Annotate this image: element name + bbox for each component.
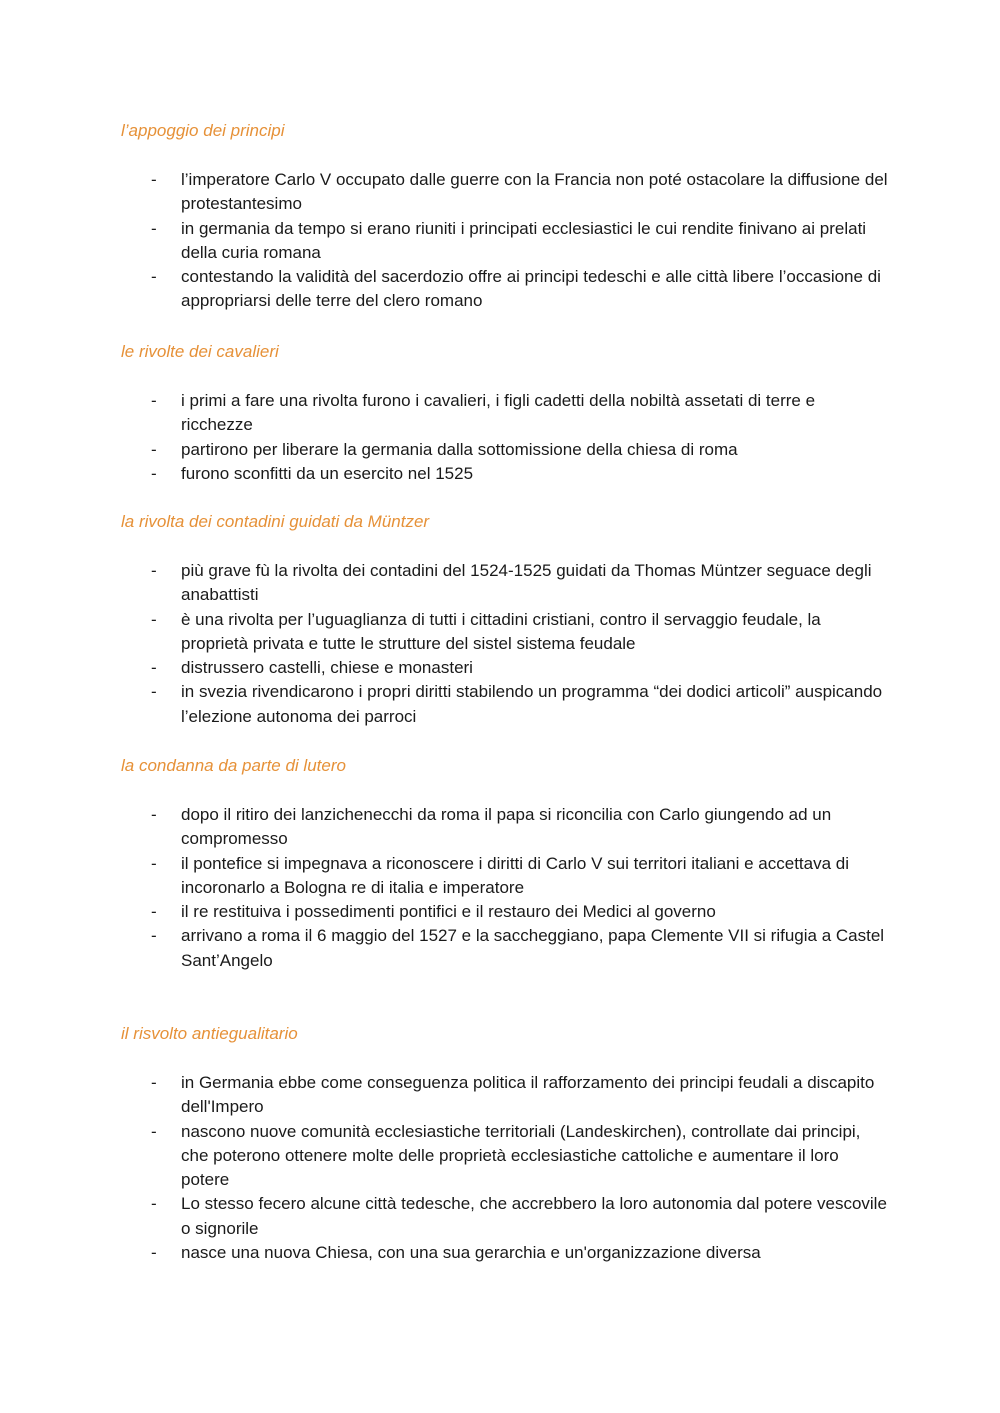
list-item <box>121 656 891 680</box>
list-item-text: dopo il ritiro dei lanzichenecchi da roma il papa si riconcilia con Carlo giungendo ad un compromesso <box>181 805 832 849</box>
list-item-text: in svezia rivendicarono i propri diritti stabilendo un programma “dei dodici articoli” auspicando l’elezione autonoma dei parroci <box>181 682 883 726</box>
list-item-text: contestando la validità del sacerdozio offre ai principi tedeschi e alle città libere l’occasione di appropriarsi delle terre del clero romano <box>181 267 881 311</box>
bullet-dash: - <box>151 267 157 287</box>
bullet-list <box>121 1071 891 1265</box>
bullet-list <box>121 559 891 729</box>
list-item-text: nascono nuove comunità ecclesiastiche territoriali (Landeskirchen), controllate dai principi, che poterono ottenere molte delle proprietà ecclesiastiche cattoliche e aumentare il loro potere <box>181 1121 861 1190</box>
bullet-dash: - <box>151 853 157 873</box>
list-item <box>121 608 891 657</box>
bullet-dash: - <box>151 1121 157 1141</box>
section-appoggio-principi <box>121 119 891 314</box>
section-rivolte-cavalieri <box>121 340 891 486</box>
bullet-dash: - <box>151 1073 157 1092</box>
section-heading: l’appoggio dei principi <box>121 121 285 140</box>
bullet-dash: - <box>151 1243 157 1263</box>
list-item <box>121 803 891 852</box>
list-item <box>121 559 891 608</box>
bullet-list <box>121 389 891 486</box>
bullet-dash: - <box>151 805 157 824</box>
section-heading: le rivolte dei cavalieri <box>121 342 279 361</box>
bullet-dash: - <box>151 463 157 483</box>
bullet-list <box>121 803 891 973</box>
list-item-text: l’imperatore Carlo V occupato dalle guerre con la Francia non poté ostacolare la diffusione del protestantesimo <box>181 170 888 214</box>
bullet-dash: - <box>151 391 157 410</box>
list-item <box>121 1241 891 1265</box>
list-item <box>121 852 891 901</box>
section-risvolto-antiegualitario <box>121 1022 891 1265</box>
section-heading: la rivolta dei contadini guidati da Müntzer <box>121 512 430 531</box>
list-item <box>121 389 891 438</box>
bullet-dash: - <box>151 926 157 946</box>
list-item-text: distrussero castelli, chiese e monasteri <box>181 658 473 678</box>
list-item <box>121 168 891 217</box>
list-item-text: nasce una nuova Chiesa, con una sua gerarchia e un'organizzazione diversa <box>181 1243 761 1263</box>
list-item-text: in germania da tempo si erano riuniti i principati ecclesiastici le cui rendite finivano ai prelati della curia romana <box>181 218 867 262</box>
bullet-dash: - <box>151 682 157 702</box>
bullet-list <box>121 168 891 314</box>
list-item-text: i primi a fare una rivolta furono i cavalieri, i figli cadetti della nobiltà assetati di terre e ricchezze <box>181 391 816 435</box>
list-item-text: furono sconfitti da un esercito nel 1525 <box>181 463 474 483</box>
list-item <box>121 1192 891 1241</box>
list-item <box>121 265 891 314</box>
bullet-dash: - <box>151 561 157 580</box>
list-item-text: Lo stesso fecero alcune città tedesche, che accrebbero la loro autonomia dal potere vescovile o signorile <box>181 1194 887 1238</box>
list-item-text: il pontefice si impegnava a riconoscere i diritti di Carlo V sui territori italiani e accettava di incoronarlo a Bologna re di italia e imperatore <box>181 853 850 897</box>
list-item <box>121 438 891 462</box>
bullet-dash: - <box>151 658 157 678</box>
list-item-text: è una rivolta per l’uguaglianza di tutti i cittadini cristiani, contro il servaggio feudale, la proprietà privata e tutte le strutture del sistel sistema feudale <box>181 609 821 653</box>
list-item-text: il re restituiva i possedimenti pontifici e il restauro dei Medici al governo <box>181 902 716 922</box>
list-item <box>121 217 891 266</box>
section-heading: il risvolto antiegualitario <box>121 1024 298 1043</box>
list-item-text: partirono per liberare la germania dalla sottomissione della chiesa di roma <box>181 439 738 459</box>
bullet-dash: - <box>151 218 157 238</box>
bullet-dash: - <box>151 170 157 189</box>
section-condanna-lutero <box>121 754 891 973</box>
list-item <box>121 1120 891 1193</box>
section-heading: la condanna da parte di lutero <box>121 756 346 775</box>
list-item <box>121 924 891 973</box>
bullet-dash: - <box>151 439 157 459</box>
list-item-text: arrivano a roma il 6 maggio del 1527 e la saccheggiano, papa Clemente VII si rifugia a Castel Sant’Angelo <box>181 926 885 970</box>
list-item <box>121 680 891 729</box>
bullet-dash: - <box>151 609 157 629</box>
bullet-dash: - <box>151 902 157 922</box>
list-item <box>121 900 891 924</box>
list-item <box>121 462 891 486</box>
section-rivolta-contadini <box>121 510 891 729</box>
list-item-text: in Germania ebbe come conseguenza politica il rafforzamento dei principi feudali a discapito dell'Impero <box>181 1073 875 1117</box>
list-item-text: più grave fù la rivolta dei contadini del 1524-1525 guidati da Thomas Müntzer seguace degli anabattisti <box>181 561 872 605</box>
list-item <box>121 1071 891 1120</box>
bullet-dash: - <box>151 1194 157 1214</box>
